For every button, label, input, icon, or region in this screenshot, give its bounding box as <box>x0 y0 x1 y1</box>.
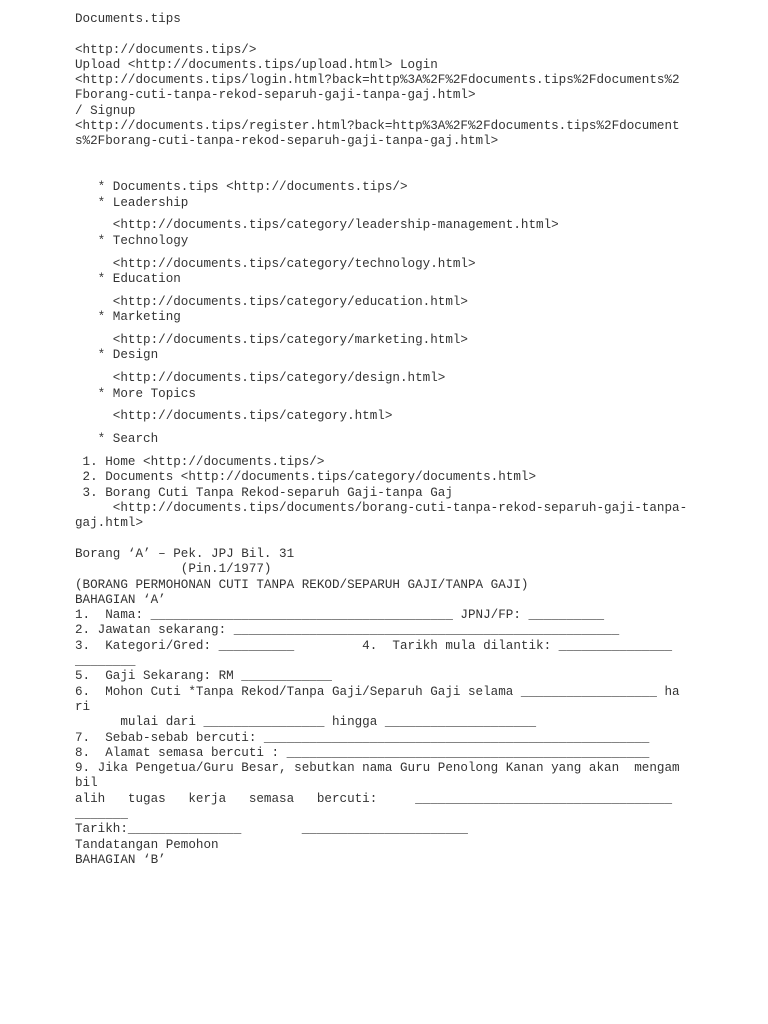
form-field-nama: 1. Nama: ________________________________________ JPNJ/FP: __________ <box>75 608 605 623</box>
form-field-guru-penolong: 9. Jika Pengetua/Guru Besar, sebutkan nama Guru Penolong Kanan yang akan mengam <box>75 761 680 776</box>
form-field-mohon-cuti: 6. Mohon Cuti *Tanpa Rekod/Tanpa Gaji/Separuh Gaji selama __________________ ha <box>75 684 680 699</box>
auth-line <box>75 58 685 73</box>
nav-item-technology-url[interactable]: <http://documents.tips/category/technology.html> <box>75 256 476 271</box>
form-field-mohon-cuti-cont: ri <box>75 699 91 714</box>
form-title: (BORANG PERMOHONAN CUTI TANPA REKOD/SEPARUH GAJI/TANPA GAJI) <box>75 577 529 592</box>
nav-menu <box>75 180 685 447</box>
form-field-sebab: 7. Sebab-sebab bercuti: ___________________________________________________ <box>75 730 650 745</box>
nav-item-marketing-url[interactable]: <http://documents.tips/category/marketing.html> <box>75 333 468 348</box>
form-field-kategori: 3. Kategori/Gred: __________ 4. Tarikh mula dilantik: _______________ <box>75 638 673 653</box>
signup-url-link[interactable]: <http://documents.tips/register.html?back=http%3A%2F%2Fdocuments.tips%2Fdocument <box>75 119 680 134</box>
nav-item-technology[interactable]: * Technology <box>75 233 189 248</box>
nav-item-more-topics-url[interactable]: <http://documents.tips/category.html> <box>75 409 393 424</box>
nav-item-more-topics[interactable]: * More Topics <box>75 386 196 401</box>
signup-link[interactable]: / Signup <box>75 103 136 118</box>
nav-item-design[interactable]: * Design <box>75 348 159 363</box>
form-field-alih-tugas: alih tugas kerja semasa bercuti: __________________________________ <box>75 791 673 806</box>
nav-item-search[interactable]: * Search <box>75 432 159 447</box>
leave-form <box>75 547 685 868</box>
breadcrumb-item-current[interactable]: 3. Borang Cuti Tanpa Rekod-separuh Gaji-tanpa Gaj <box>75 485 453 500</box>
nav-item-education-url[interactable]: <http://documents.tips/category/education.html> <box>75 294 468 309</box>
form-field-tempoh: mulai dari ________________ hingga ____________________ <box>75 715 537 730</box>
nav-item-documents-tips[interactable]: * Documents.tips <http://documents.tips/> <box>75 180 408 195</box>
nav-item-marketing[interactable]: * Marketing <box>75 310 181 325</box>
form-field-kategori-cont: ________ <box>75 654 136 669</box>
nav-item-education[interactable]: * Education <box>75 271 181 286</box>
form-pin: (Pin.1/1977) <box>75 562 272 577</box>
form-field-alih-tugas-cont: _______ <box>75 807 128 821</box>
nav-item-leadership-url[interactable]: <http://documents.tips/category/leadership-management.html> <box>75 218 559 233</box>
signup-url-link-cont[interactable]: s%2Fborang-cuti-tanpa-rekod-separuh-gaji-tanpa-gaj.html> <box>75 134 499 149</box>
breadcrumb-item-current-url-cont[interactable]: gaj.html> <box>75 516 144 531</box>
form-field-jawatan: 2. Jawatan sekarang: ___________________________________________________ <box>75 623 620 638</box>
breadcrumb-item-home[interactable]: 1. Home <http://documents.tips/> <box>75 455 325 470</box>
form-reference: Borang ‘A’ – Pek. JPJ Bil. 31 <box>75 546 295 561</box>
breadcrumb-item-documents[interactable]: 2. Documents <http://documents.tips/category/documents.html> <box>75 470 537 485</box>
section-a-heading: BAHAGIAN ‘A’ <box>75 592 166 607</box>
breadcrumb <box>75 455 688 531</box>
document-text <box>75 12 688 868</box>
form-signature-label: Tandatangan Pemohon <box>75 837 219 852</box>
upload-link[interactable]: Upload <box>75 57 121 72</box>
form-field-gaji: 5. Gaji Sekarang: RM ____________ <box>75 669 332 684</box>
section-b-heading: BAHAGIAN ‘B’ <box>75 852 166 867</box>
nav-item-leadership[interactable]: * Leadership <box>75 195 189 210</box>
form-field-guru-penolong-cont: bil <box>75 776 98 791</box>
login-url-link-cont[interactable]: Fborang-cuti-tanpa-rekod-separuh-gaji-tanpa-gaj.html> <box>75 88 476 103</box>
login-link[interactable]: Login <box>400 57 438 72</box>
breadcrumb-item-current-url[interactable]: <http://documents.tips/documents/borang-cuti-tanpa-rekod-separuh-gaji-tanpa- <box>75 501 688 516</box>
form-field-tarikh: Tarikh:_______________ ______________________ <box>75 822 468 837</box>
login-url-link[interactable]: <http://documents.tips/login.html?back=http%3A%2F%2Fdocuments.tips%2Fdocuments%2 <box>75 73 680 88</box>
home-link[interactable]: <http://documents.tips/> <box>75 42 257 57</box>
upload-url-link[interactable]: <http://documents.tips/upload.html> <box>127 57 393 72</box>
site-title: Documents.tips <box>75 12 181 26</box>
nav-item-design-url[interactable]: <http://documents.tips/category/design.html> <box>75 371 446 386</box>
form-field-alamat: 8. Alamat semasa bercuti : ________________________________________________ <box>75 745 650 760</box>
